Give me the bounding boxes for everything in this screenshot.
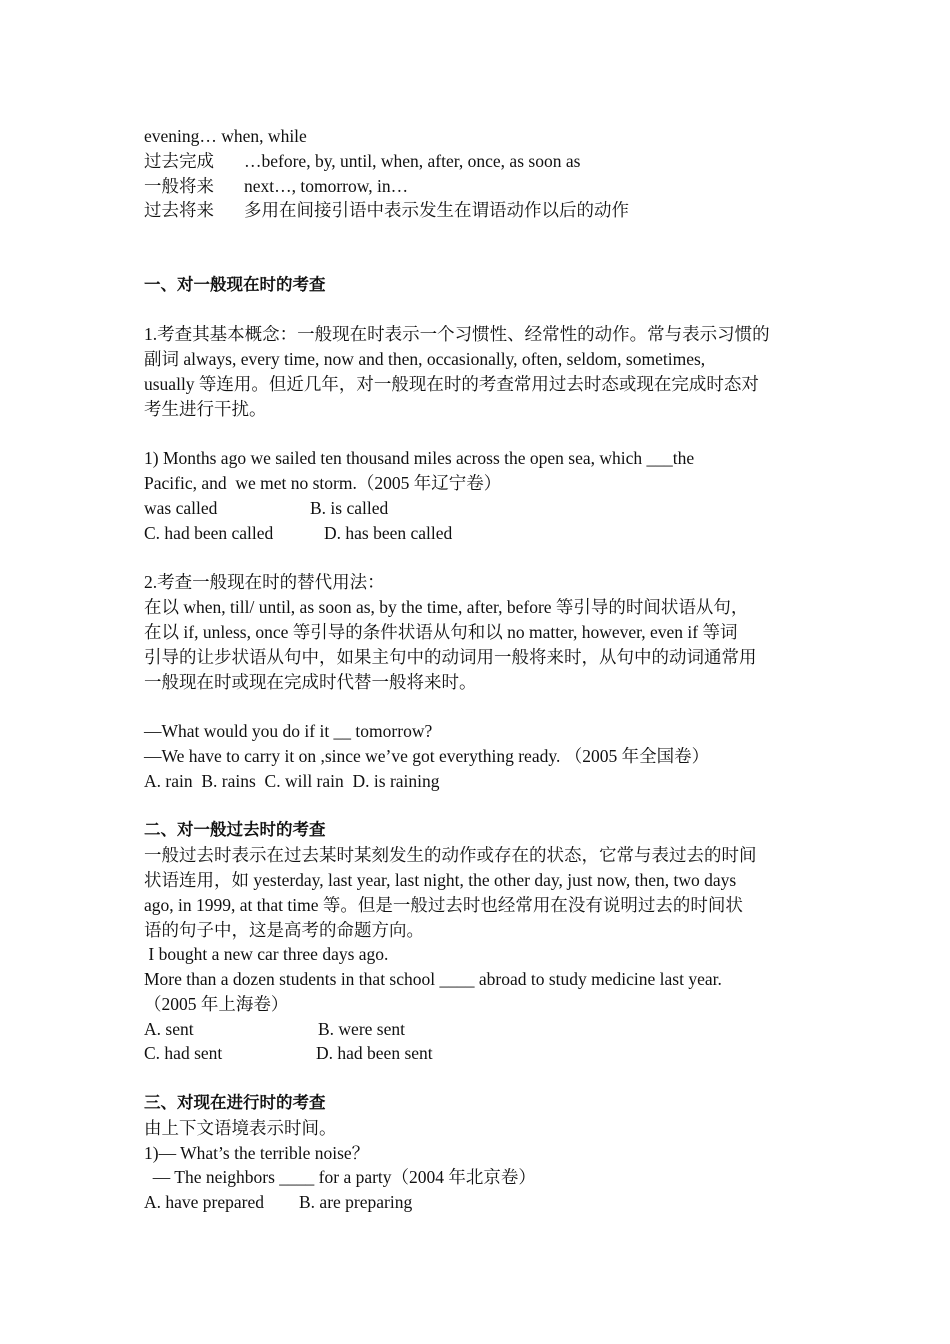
section2-body <box>144 843 814 1066</box>
question-text: —What would you do if it __ tomorrow? <box>144 721 433 742</box>
option-row <box>144 521 814 546</box>
option-b: D. has been called <box>324 522 453 543</box>
tense-name: 一般将来 <box>144 175 214 196</box>
question-1 <box>144 446 814 545</box>
tense-words: …before, by, until, when, after, once, as soon as <box>244 150 581 171</box>
question-text: 1) Months ago we sailed ten thousand miles across the open sea, which ___the <box>144 448 695 469</box>
option-a: A. sent <box>144 1018 194 1039</box>
option-row <box>144 496 814 521</box>
section1-point1 <box>144 322 814 421</box>
option-row: A. rain B. rains C. will rain D. is raining <box>144 770 440 791</box>
question-text: —We have to carry it on ,since we’ve got everything ready. （2005 年全国卷） <box>144 745 710 766</box>
option-b: B. is called <box>310 497 389 518</box>
question-text: More than a dozen students in that school ____ abroad to study medicine last year. <box>144 969 722 990</box>
text-line: 1.考查其基本概念：一般现在时表示一个习惯性、经常性的动作。常与表示习惯的 <box>144 324 770 345</box>
option-a: C. had sent <box>144 1043 223 1064</box>
option-b: B. were sent <box>318 1018 405 1039</box>
question-text: — The neighbors ____ for a party（2004 年北京卷） <box>144 1167 536 1188</box>
tense-row <box>144 198 814 223</box>
option-row <box>144 1017 814 1042</box>
section-heading: 三、对现在进行时的考查 <box>144 1093 326 1113</box>
text-line: 一般过去时表示在过去某时某刻发生的动作或存在的状态，它常与表过去的时间 <box>144 845 757 866</box>
question-text: Pacific, and we met no storm.（2005 年辽宁卷） <box>144 473 502 494</box>
section-heading: 二、对一般过去时的考查 <box>144 820 326 840</box>
text-line: 在以 when, till/ until, as soon as, by the time, after, before 等引导的时间状语从句， <box>144 597 749 618</box>
option-a: was called <box>144 497 218 518</box>
text-line: 引导的让步状语从句中，如果主句中的动词用一般将来时，从句中的动词通常用 <box>144 646 757 667</box>
option-a: C. had been called <box>144 522 274 543</box>
tense-words: next…, tomorrow, in… <box>244 175 409 196</box>
section-heading: 一、对一般现在时的考查 <box>144 274 326 294</box>
option-row <box>144 1190 814 1215</box>
point-title: 2.考查一般现在时的替代用法： <box>144 572 385 593</box>
option-a: A. have prepared <box>144 1192 265 1213</box>
option-b: D. had been sent <box>316 1043 433 1064</box>
text-line: 语的句子中，这是高考的命题方向。 <box>144 919 424 940</box>
option-b: B. are preparing <box>299 1192 413 1213</box>
question-text: 1)— What’s the terrible noise？ <box>144 1142 370 1163</box>
text-line: 在以 if, unless, once 等引导的条件状语从句和以 no matter, however, even if 等词 <box>144 621 738 642</box>
tense-table <box>144 124 814 223</box>
text-line: 副词 always, every time, now and then, occasionally, often, seldom, sometimes, <box>144 349 706 370</box>
tense-words: 多用在间接引语中表示发生在谓语动作以后的动作 <box>244 200 629 221</box>
tense-row <box>144 174 814 199</box>
tense-name: 过去将来 <box>144 200 214 221</box>
text-line: ago, in 1999, at that time 等。但是一般过去时也经常用在没有说明过去的时间状 <box>144 894 743 915</box>
section1-point2 <box>144 570 814 694</box>
tense-row <box>144 149 814 174</box>
question-source: （2005 年上海卷） <box>144 993 289 1014</box>
text-line: 由上下文语境表示时间。 <box>144 1117 337 1138</box>
tense-name: 过去完成 <box>144 150 214 171</box>
document-content <box>144 124 814 1215</box>
text-line: 状语连用，如 yesterday, last year, last night, the other day, just now, then, two days <box>144 869 737 890</box>
section3-body <box>144 1116 814 1215</box>
text-line: usually 等连用。但近几年，对一般现在时的考查常用过去时态或现在完成时态对 <box>144 373 759 394</box>
text-line: 考生进行干扰。 <box>144 398 267 419</box>
tense-row <box>144 124 814 149</box>
option-row <box>144 1041 814 1066</box>
question-2 <box>144 719 814 793</box>
example-sentence: I bought a new car three days ago. <box>144 944 389 965</box>
tense-words: evening… when, while <box>144 126 307 146</box>
text-line: 一般现在时或现在完成时代替一般将来时。 <box>144 671 477 692</box>
